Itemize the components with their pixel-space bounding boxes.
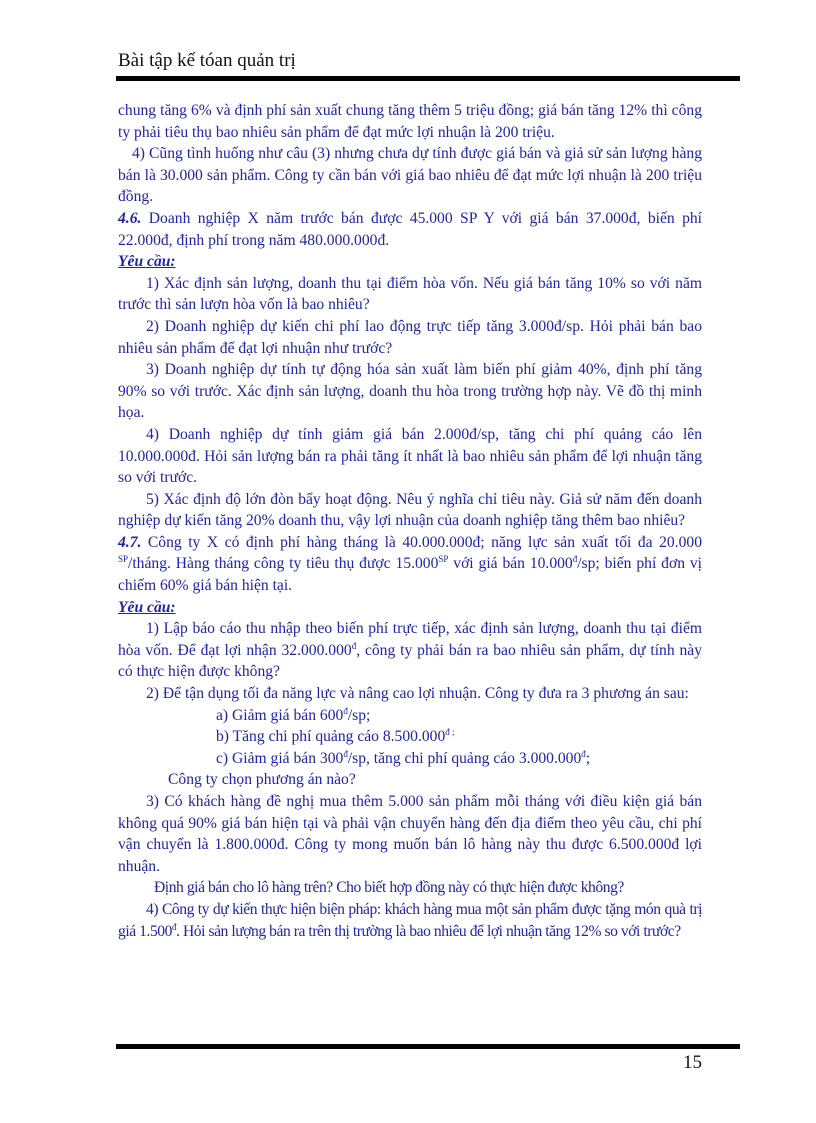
exercise-4-6-question-3: 3) Doanh nghiệp dự tính tự động hóa sản xuất làm biến phí giảm 40%, định phí tăng 90% so với trước. Xác định sản lượng, doanh thu hòa trong trường hợp này. Vẽ đồ thị minh họa. — [118, 361, 702, 422]
exercise-4-7-question-3-ask: Định giá bán cho lô hàng trên? Cho biết hợp đồng này có thực hiện được không? — [154, 879, 624, 897]
sup-d-q4: đ — [172, 921, 177, 932]
exercise-4-6-question-2: 2) Doanh nghiệp dự kiến chi phí lao động trực tiếp tăng 3.000đ/sp. Hỏi phải bán bao nhiêu sản phẩm để đạt lợi nhuận như trước? — [118, 317, 702, 357]
intro-paragraph: chung tăng 6% và định phí sản xuất chung tăng thêm 5 triệu đồng; giá bán tăng 12% thì công ty phải tiêu thụ bao nhiêu sản phẩm để đạt mức lợi nhuận là 200 triệu. — [118, 102, 702, 141]
option-a-text: a) Giảm giá bán 600 — [216, 706, 344, 724]
question-1-text-b: , công ty phải bán ra bao nhiêu sản phẩm, dự tính này có thực hiện được không? — [118, 641, 703, 681]
option-c-mid: /sp, tăng chi phí quảng cáo 3.000.000 — [347, 749, 582, 767]
exercise-4-6-requirement — [118, 251, 702, 273]
exercise-4-7-intro-c: với giá bán 10.000 — [448, 555, 573, 573]
page-number: 15 — [683, 1052, 702, 1073]
exercise-4-6-question-1: 1) Xác định sản lượng, doanh thu tại điểm hòa vốn. Nếu giá bán tăng 10% so với năm trước thì sản lượn hòa vốn là bao nhiêu? — [118, 274, 702, 314]
option-c-sup: đ — [343, 748, 348, 759]
option-b-text: b) Tăng chi phí quảng cáo 8.500.000 — [216, 728, 446, 746]
question-4-text-b: . Hỏi sản lượng bán ra trên thị trường là bao nhiêu để lợi nhuận tăng 12% so với trước? — [176, 922, 681, 940]
page-header-title: Bài tập kế tóan quản trị — [118, 50, 296, 71]
exercise-4-7-number: 4.7. — [118, 533, 142, 551]
choose-option-question: Công ty chọn phương án nào? — [168, 771, 356, 789]
exercise-4-7-intro-b: /tháng. Hàng tháng công ty tiêu thụ được 15.000 — [128, 555, 439, 573]
footer-divider — [116, 1044, 740, 1049]
exercise-4-7-question-4 — [118, 899, 702, 942]
exercise-4-7 — [118, 532, 702, 597]
exercise-4-7-requirement — [118, 597, 702, 619]
document-body — [118, 100, 702, 942]
exercise-4-7-intro-d: /sp; biến phí đơn vị chiếm 60% giá bán hiện tại. — [118, 555, 702, 595]
exercise-4-6-question-5: 5) Xác định độ lớn đòn bẩy hoạt động. Nêu ý nghĩa chỉ tiêu này. Giả sử năm đến doanh nghiệp dự kiến tăng 20% doanh thu, vậy lợi nhuận của doanh nghiệp tăng thêm bao nhiêu? — [118, 490, 702, 530]
exercise-4-6-number: 4.6. — [118, 209, 142, 227]
requirement-label: Yêu cầu: — [118, 253, 176, 271]
exercise-4-6-text: Doanh nghiệp X năm trước bán được 45.000 SP Y với giá bán 37.000đ, biến phí 22.000đ, định phí trong năm 480.000.000đ. — [118, 209, 702, 249]
exercise-4-7-question-3: 3) Có khách hàng đề nghị mua thêm 5.000 sản phẩm mỗi tháng với điều kiện giá bán không quá 90% giá bán hiện tại và phải vận chuyển hàng đến địa điểm theo yêu cầu, chi phí vận chuyển là 1.800.000đ. Công ty mong muốn bán lô hàng này thu được 6.500.000đ lợi nhuận. — [118, 793, 702, 875]
exercise-4-7-question-1 — [118, 618, 702, 683]
option-b — [118, 726, 702, 748]
option-c-sup-2: đ — [581, 748, 586, 759]
question-1-text-a: 1) Lập báo cáo thu nhập theo biến phí trực tiếp, xác định sản lượng, doanh thu tại điểm hòa vốn. Để đạt lợi nhận 32.000.000 — [118, 620, 702, 659]
sup-d-1: đ — [572, 554, 578, 565]
option-a-tail: /sp; — [347, 706, 371, 724]
exercise-4-7-intro-a: Công ty X có định phí hàng tháng là 40.000.000đ; năng lực sản xuất tối đa 20.000 — [141, 533, 702, 551]
option-a-sup: đ — [343, 705, 348, 716]
intro-question-4: 4) Cũng tình huống như câu (3) nhưng chưa dự tính được giá bán và giả sử sản lượng hàng bán là 30.000 sản phẩm. Công ty cần bán với giá bao nhiêu để đạt mức lợi nhuận là 200 triệu đồng. — [118, 145, 702, 206]
option-a — [118, 705, 702, 727]
exercise-4-6 — [118, 208, 702, 251]
sup-sp-2: SP — [438, 554, 449, 565]
exercise-4-6-question-4: 4) Doanh nghiệp dự tính giảm giá bán 2.000đ/sp, tăng chi phí quảng cáo lên 10.000.000đ. Hỏi sản lượng bán ra phải tăng ít nhất là bao nhiêu sản phẩm để lợi nhuận tăng so với trước. — [118, 425, 702, 487]
option-c-tail: ; — [585, 749, 591, 767]
sup-d-q1: đ — [351, 640, 357, 651]
option-b-sup: đ ; — [445, 727, 455, 738]
header-divider — [116, 76, 740, 81]
exercise-4-7-question-2: 2) Để tận dụng tối đa năng lực và nâng cao lợi nhuận. Công ty đưa ra 3 phương án sau: — [146, 685, 689, 703]
option-c — [118, 748, 702, 770]
requirement-label: Yêu cầu: — [118, 598, 176, 616]
sup-sp-1: SP — [118, 554, 129, 565]
question-4-text-a: 4) Công ty dự kiến thực hiện biện pháp: khách hàng mua một sản phẩm được tặng món quà trị giá 1.500 — [118, 900, 702, 940]
option-c-text: c) Giảm giá bán 300 — [216, 749, 344, 767]
